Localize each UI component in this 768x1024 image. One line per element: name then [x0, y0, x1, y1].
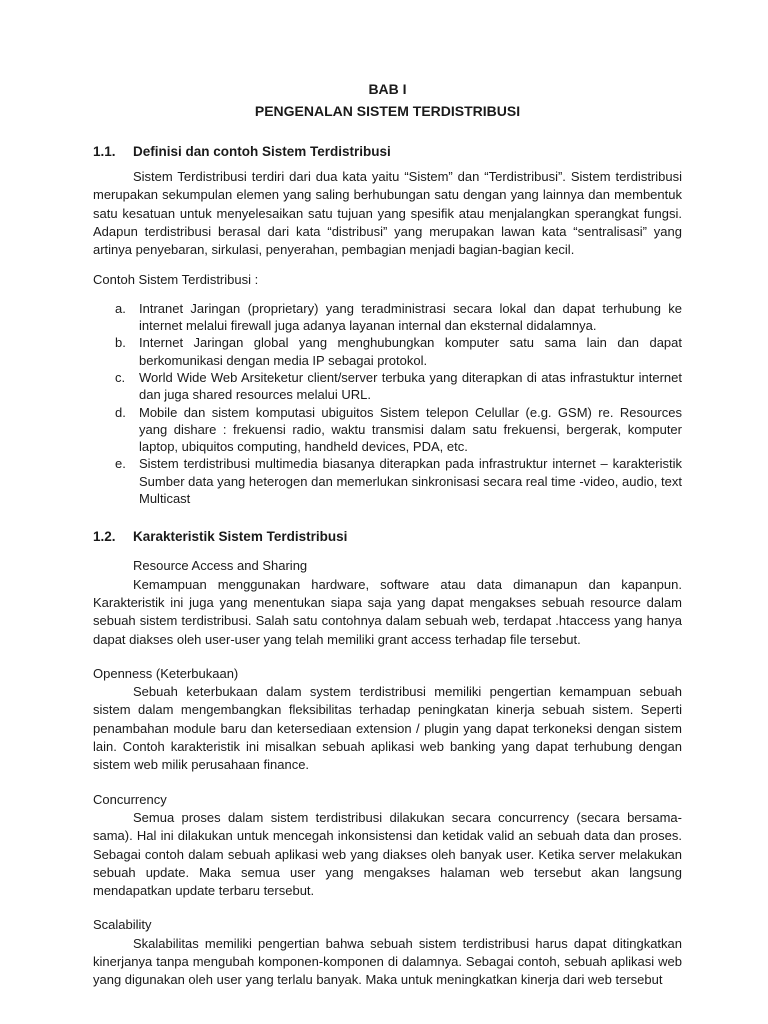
section-number: 1.1.	[93, 144, 116, 159]
list-item: a. Intranet Jaringan (proprietary) yang teradministrasi secara lokal dan dapat terhubung ke internet melalui firewall juga adanya layanan internal dan eksternal didalamnya.	[115, 300, 682, 334]
subheading-concurrency: Concurrency	[93, 791, 167, 807]
chapter-number: BAB I	[368, 81, 407, 97]
section-heading-1-1	[93, 142, 682, 162]
chapter-title: PENGENALAN SISTEM TERDISTRIBUSI	[254, 103, 521, 119]
definition-paragraph: Sistem Terdistribusi terdiri dari dua kata yaitu “Sistem” dan “Terdistribusi”. Sistem terdistribusi merupakan sekumpulan elemen yang saling berhubungan satu dengan yang lainnya dan membentuk satu kesatuan untuk menyelesaikan satu tujuan yang spesifik atau menjalangkan sperangkat fungsi. Adapun terdistribusi berasal dari kata “distribusi” yang merupakan lawan kata “sentralisasi” yang artinya penyebaran, sirkulasi, penyerahan, pembagian menjadi bagian-bagian kecil.	[93, 169, 682, 258]
list-item: d. Mobile dan sistem komputasi ubiguitos Sistem telepon Celullar (e.g. GSM) re. Resources yang dishare : frekuensi radio, waktu transmisi dalam satu frekuensi, bergerak, komputer laptop, ubiquitos computing, handheld devices, PDA, etc.	[115, 404, 682, 455]
list-item: b. Internet Jaringan global yang menghubungkan komputer satu sama lain dan dapat berkomunikasi dengan media IP sebagai protokol.	[115, 335, 682, 368]
openness-paragraph: Sebuah keterbukaan dalam system terdistribusi memiliki pengertian kemampuan sebuah sistem dalam mengembangkan fleksibilitas terhadap peningkatan kinerja sebuah sistem. Seperti penambahan module baru dan ketersediaan extension / plugin yang dapat terkoneksi dengan sistem lain. Contoh karakteristik ini misalkan sebuah aplikasi web banking yang dapat terhubung dengan sistem web milik perusahaan finance.	[93, 684, 682, 773]
section-heading-1-2	[93, 527, 682, 547]
section-number: 1.2.	[93, 529, 116, 545]
subheading-openness: Openness (Keterbukaan)	[93, 665, 239, 681]
concurrency-paragraph: Semua proses dalam sistem terdistribusi dilakukan secara concurrency (secara bersama-sama). Hal ini dilakukan untuk mencegah inkonsistensi dan ketidak valid an sebuah data dan proses. Sebagai contoh dalam sebuah aplikasi web yang diakses oleh banyak user. Ketika server melakukan sebuah update. Maka semua user yang mengakses halaman web tersebut akan langsung mendapatkan update terbaru tersebut.	[93, 809, 682, 899]
subheading-scalability: Scalability	[93, 917, 152, 933]
examples-list	[93, 300, 682, 508]
subheading-resource-access: Resource Access and Sharing	[133, 558, 308, 574]
section-title: Karakteristik Sistem Terdistribusi	[133, 529, 348, 545]
examples-label: Contoh Sistem Terdistribusi :	[93, 272, 259, 288]
section-title: Definisi dan contoh Sistem Terdistribusi	[133, 144, 391, 159]
list-item: e. Sistem terdistribusi multimedia biasanya diterapkan pada infrastruktur internet – karakteristik Sumber data yang heterogen dan memerlukan sinkronisasi secara real time -video, audio, text Multicast	[115, 456, 682, 507]
resource-access-paragraph: Kemampuan menggunakan hardware, software atau data dimanapun dan kapanpun. Karakteristik ini juga yang menentukan siapa saja yang dapat mengakses sebuah resource dalam sebuah sistem terdistribusi. Salah satu contohnya dalam sebuah web, terdapat .htaccess yang hanya dapat diakses oleh user-user yang telah memiliki grant access terhadap file tersebut.	[93, 576, 682, 647]
scalability-paragraph: Skalabilitas memiliki pengertian bahwa sebuah sistem terdistribusi harus dapat ditingkatkan kinerjanya tanpa mengubah komponen-komponen di dalamnya. Sebagai contoh, sebuah aplikasi web yang digunakan oleh user yang terlalu banyak. Maka untuk meningkatkan kinerja dari web tersebut	[93, 935, 682, 988]
list-item: c. World Wide Web Arsiteketur client/server terbuka yang diterapkan di atas infrastuktur internet dan juga shared resources melalui URL.	[115, 369, 682, 403]
